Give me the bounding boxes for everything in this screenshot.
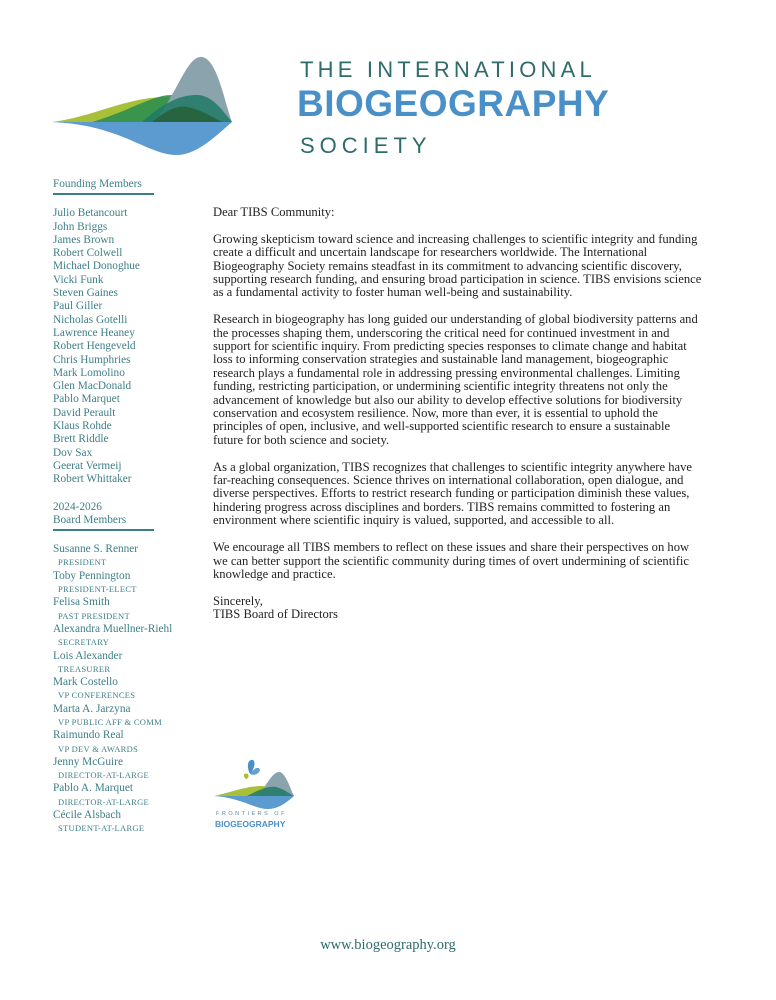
board-member-role: TREASURER	[58, 663, 111, 674]
tibs-logo	[52, 55, 610, 160]
board-member-role: SECRETARY	[58, 637, 110, 648]
closing: Sincerely,	[213, 593, 263, 608]
founding-member: Robert Colwell	[53, 247, 123, 260]
founding-member: David Perault	[53, 406, 116, 419]
board-title: Board Members	[53, 513, 127, 526]
board-member-name: Mark Costello	[53, 676, 118, 689]
founding-member: Vicki Funk	[53, 273, 104, 286]
founding-member: Robert Hengeveld	[53, 340, 136, 353]
board-member-name: Jenny McGuire	[53, 755, 123, 768]
founding-member: John Briggs	[53, 220, 108, 233]
founding-member: Brett Riddle	[53, 433, 109, 446]
logo-text-line3: SOCIETY	[300, 133, 432, 158]
board-member-name: Lois Alexander	[53, 649, 123, 662]
founding-members-list	[53, 207, 213, 486]
founding-member: Robert Whittaker	[53, 473, 132, 486]
board-member-role: STUDENT-AT-LARGE	[58, 823, 145, 834]
board-member-role: PAST PRESIDENT	[58, 610, 130, 621]
board-member-role: VP PUBLIC AFF & COMM	[58, 716, 162, 727]
board-member-role: DIRECTOR-AT-LARGE	[58, 770, 150, 781]
logo-text-line1: THE INTERNATIONAL	[300, 57, 596, 82]
website-link[interactable]: www.biogeography.org	[320, 937, 456, 953]
founding-member: Lawrence Heaney	[53, 326, 135, 339]
founding-member: Glen MacDonald	[53, 380, 132, 393]
board-member-role: VP DEV & AWARDS	[58, 743, 139, 754]
board-member-name: Raimundo Real	[53, 729, 124, 742]
founding-member: Pablo Marquet	[53, 393, 120, 406]
founding-members-heading: Founding Members	[53, 178, 154, 195]
founding-member: Julio Betancourt	[53, 207, 128, 220]
founding-member: Nicholas Gotelli	[53, 313, 128, 326]
board-member-role: VP CONFERENCES	[58, 690, 136, 701]
founding-member: Chris Humphries	[53, 353, 131, 366]
board-member-role: DIRECTOR-AT-LARGE	[58, 796, 150, 807]
board-member-name: Marta A. Jarzyna	[53, 702, 131, 715]
logo-text-line2: BIOGEOGRAPHY	[297, 83, 610, 124]
founding-member: James Brown	[53, 233, 115, 246]
frontiers-logo	[212, 756, 302, 831]
sidebar	[53, 178, 213, 836]
founding-member: Paul Giller	[53, 300, 103, 313]
butterfly-landscape-icon	[212, 756, 302, 811]
board-member-role: PRESIDENT	[58, 557, 107, 568]
paragraph: Research in biogeography has long guided our understanding of global biodiversity patterns and the processes shaping them, underscoring the critical need for continued investment in and support for scientific inquiry. From predicting species responses to climate change and habitat loss to informing conservation strategies and sustainable land management, biogeographic research plays a fundamental role in addressing pressing environmental challenges. Limiting funding, restricting participation, or undermining scientific integrity threatens not only the advancement of knowledge but also our ability to develop effective solutions for biodiversity conservation and ecosystem resilience. Now, more than ever, it is essential to uphold the principles of open, inclusive, and well-supported scientific research to ensure a sustainable future for both science and society.	[213, 312, 698, 447]
board-term: 2024-2026	[53, 500, 102, 513]
frontiers-text-line1: FRONTIERS OF	[216, 811, 287, 817]
salutation: Dear TIBS Community:	[213, 205, 335, 219]
paragraph: We encourage all TIBS members to reflect on these issues and share their perspectives on how we can better support the scientific community during times of overt undermining of scientific knowledge and practice.	[213, 540, 690, 581]
board-member-name: Alexandra Muellner-Riehl	[53, 622, 173, 635]
founding-member: Michael Donoghue	[53, 260, 140, 273]
founding-member: Dov Sax	[53, 446, 93, 459]
board-members-heading	[53, 501, 154, 532]
board-member-name: Pablo A. Marquet	[53, 782, 134, 795]
signature: TIBS Board of Directors	[213, 607, 338, 622]
paragraph: As a global organization, TIBS recognizes that challenges to scientific integrity anywhere have far-reaching consequences. Science thrives on international collaboration, open dialogue, and diverse perspectives. Efforts to restrict research funding or participation diminish these values, hindering progress across disciplines and borders. TIBS remains committed to fostering an environment where scientific inquiry is valued, supported, and accessible to all.	[213, 459, 692, 528]
landscape-logo-icon	[52, 55, 242, 160]
founding-member: Geerat Vermeij	[53, 459, 122, 472]
founding-member: Klaus Rohde	[53, 420, 112, 433]
founding-member: Mark Lomolino	[53, 366, 125, 379]
board-member-name: Cécile Alsbach	[53, 809, 122, 822]
founding-member: Steven Gaines	[53, 287, 118, 300]
board-member-role: PRESIDENT-ELECT	[58, 584, 137, 595]
board-member-name: Toby Pennington	[53, 569, 131, 582]
letter-body	[213, 206, 703, 622]
board-members-list	[53, 543, 213, 836]
board-member-name: Felisa Smith	[53, 596, 110, 609]
paragraph: Growing skepticism toward science and increasing challenges to scientific integrity and funding create a difficult and uncertain landscape for researchers worldwide. The International Biogeography Society remains steadfast in its commitment to advancing scientific discovery, supporting research funding, and ensuring broad participation in science. TIBS envisions science as a fundamental activity to foster human well-being and sustainability.	[213, 231, 702, 300]
board-member-name: Susanne S. Renner	[53, 543, 139, 556]
frontiers-text-line2: BIOGEOGRAPHY	[215, 819, 286, 829]
